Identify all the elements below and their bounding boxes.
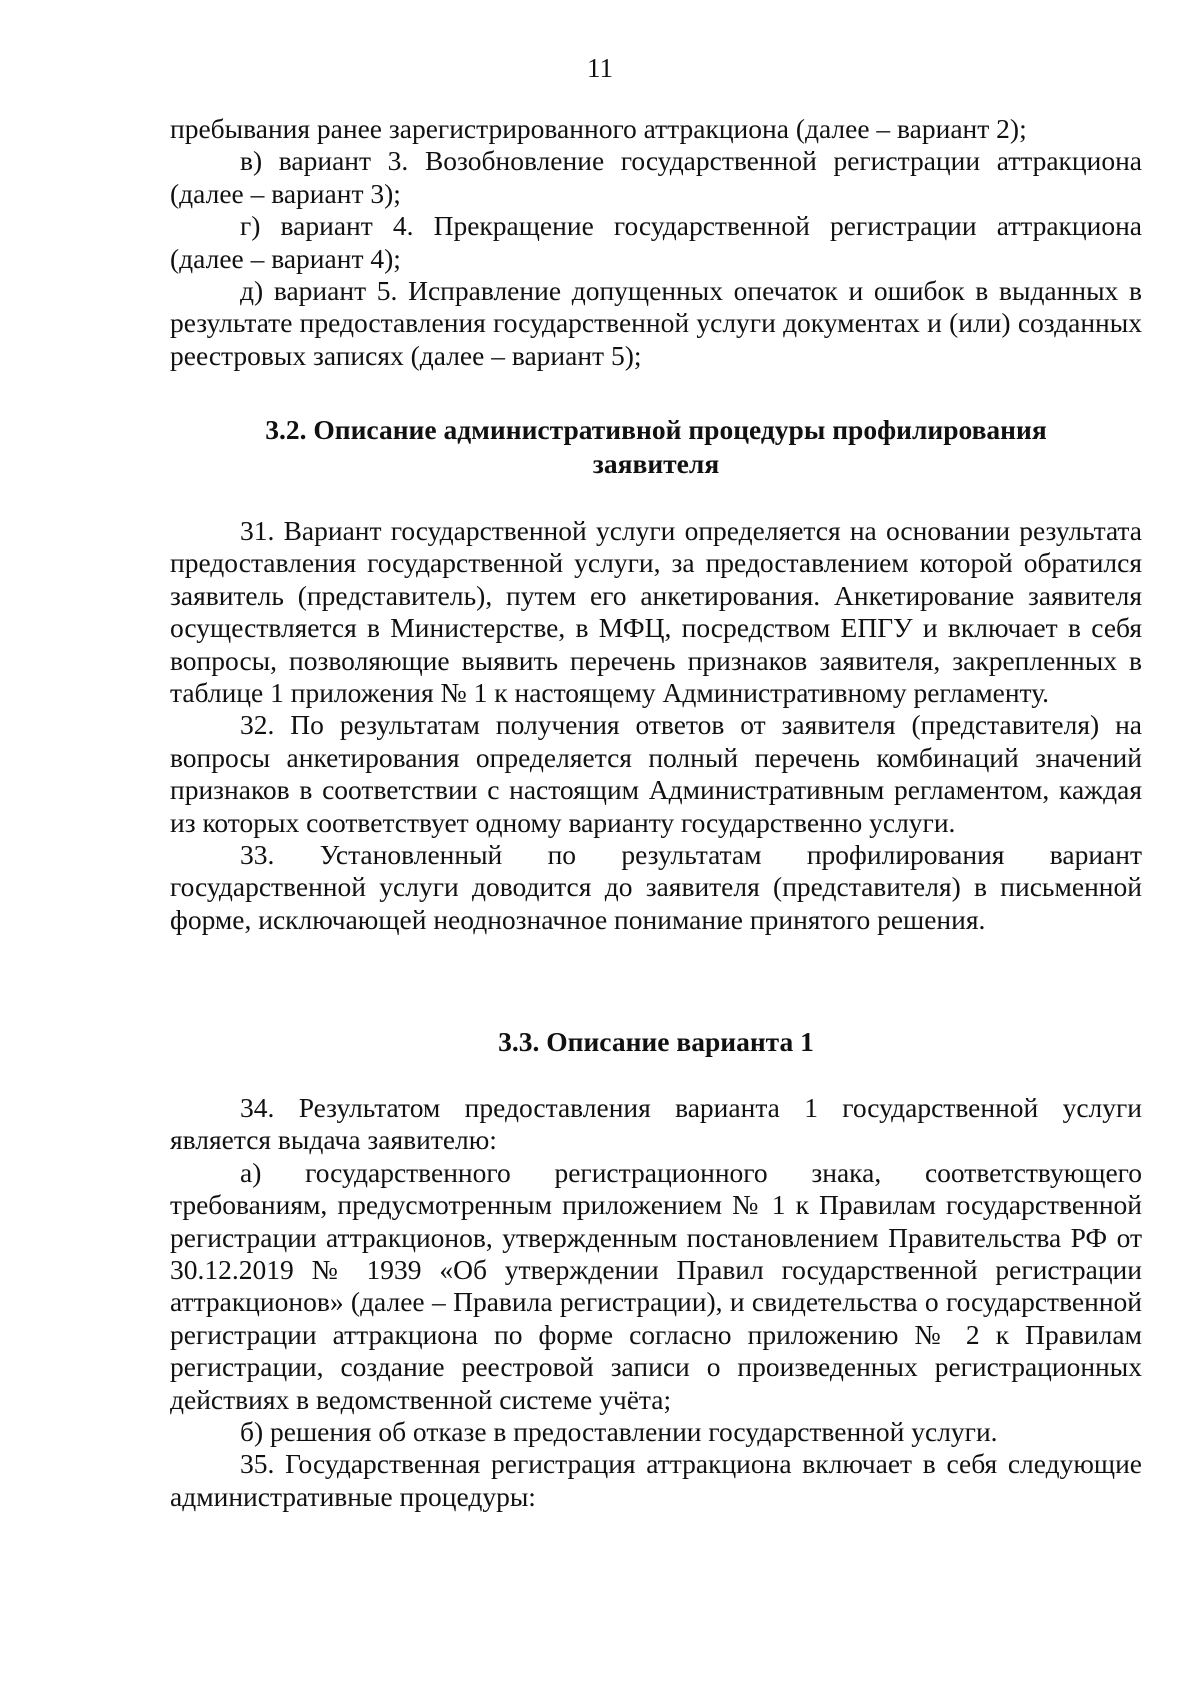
paragraph-34: 34. Результатом предоставления варианта 1 государственной услуги является выдача заявителю: — [170, 1092, 1142, 1156]
section-3-2-heading — [170, 413, 1142, 481]
paragraph-35: 35. Государственная регистрация аттракциона включает в себя следующие административные процедуры: — [170, 1448, 1142, 1512]
paragraph-34-a: а) государственного регистрационного знака, соответствующего требованиям, предусмотренным приложением № 1 к Правилам государственной регистрации аттракционов, утвержденным постановлением Правительства РФ от 30.12.2019 № 1939 «Об утверждении Правил государственной регистрации аттракционов» (далее – Правила регистрации), и свидетельства о государственной регистрации аттракциона по форме согласно приложению № 2 к Правилам регистрации, создание реестровой записи о произведенных регистрационных действиях в ведомственной системе учёта; — [170, 1156, 1142, 1415]
paragraph-31: 31. Вариант государственной услуги определяется на основании результата предоставления государственной услуги, за предоставлением которой обратился заявитель (представитель), путем его анкетирования. Анкетирование заявителя осуществляется в Министерстве, в МФЦ, посредством ЕПГУ и включает в себя вопросы, позволяющие выявить перечень признаков заявителя, закрепленных в таблице 1 приложения № 1 к настоящему Административному регламенту. — [170, 515, 1142, 709]
paragraph-33: 33. Установленный по результатам профилирования вариант государственной услуги доводится до заявителя (представителя) в письменной форме, исключающей неоднозначное понимание принятого решения. — [170, 839, 1142, 935]
page-number: 11 — [587, 53, 613, 83]
paragraph-32: 32. По результатам получения ответов от заявителя (представителя) на вопросы анкетирования определяется полный перечень комбинаций значений признаков в соответствии с настоящим Административным регламентом, каждая из которых соответствует одному варианту государственно услуги. — [170, 709, 1142, 838]
section-3-2-heading-line1: 3.2. Описание административной процедуры профилирования — [265, 414, 1047, 445]
section-3-3-body — [170, 1092, 1142, 1513]
variant-3-item: в) вариант 3. Возобновление государственной регистрации аттракциона (далее – вариант 3); — [170, 145, 1142, 209]
section-3-3-heading-text: 3.3. Описание варианта 1 — [498, 1026, 814, 1057]
variant-2-continuation: пребывания ранее зарегистрированного аттракциона (далее – вариант 2); — [170, 113, 1027, 144]
paragraph-34-b: б) решения об отказе в предоставлении государственной услуги. — [240, 1416, 998, 1448]
section-3-2-body — [170, 515, 1142, 936]
variant-5-item: д) вариант 5. Исправление допущенных опечаток и ошибок в выданных в результате предоставления государственной услуги документах и (или) созданных реестровых записях (далее – вариант 5); — [170, 275, 1142, 371]
variant-4-item: г) вариант 4. Прекращение государственной регистрации аттракциона (далее – вариант 4); — [170, 210, 1142, 274]
section-3-2-heading-line2: заявителя — [592, 448, 720, 479]
section-3-3-heading — [170, 1025, 1142, 1059]
variant-list-block — [170, 113, 1142, 372]
